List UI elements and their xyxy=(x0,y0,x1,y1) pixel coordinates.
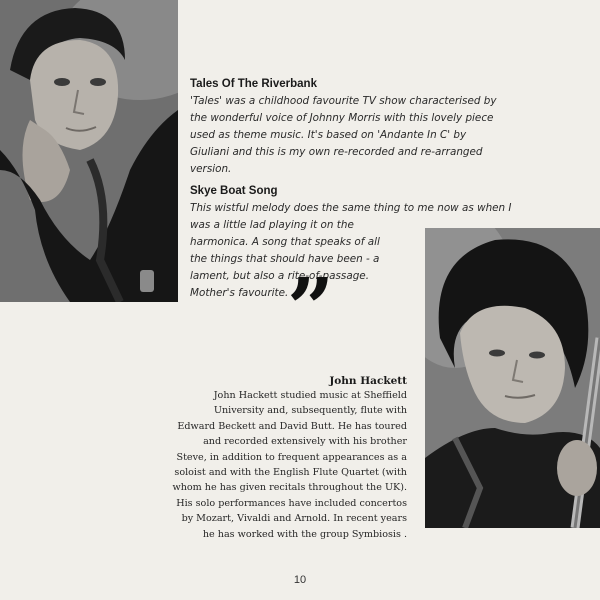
page-number: 10 xyxy=(293,574,307,586)
song-title: Tales Of The Riverbank xyxy=(190,78,317,90)
bio-line: he has worked with the group Symbiosis . xyxy=(202,528,407,540)
song-title: Skye Boat Song xyxy=(190,185,278,197)
bio-line: His solo performances have included concertos xyxy=(176,497,407,509)
song-description-line: version. xyxy=(190,163,232,175)
portrait-photo-man-hand-on-chin xyxy=(0,0,178,302)
song-description-line: the wonderful voice of Johnny Morris with this lovely piece xyxy=(190,112,494,124)
song-description-line: used as theme music. It's based on 'Andante In C' by xyxy=(190,129,467,141)
bio-text xyxy=(172,388,407,542)
bio-line: soloist and with the English Flute Quartet (with xyxy=(174,467,407,479)
song-description-line: Mother's favourite. xyxy=(190,287,289,299)
closing-quote-mark: ” xyxy=(287,261,329,357)
song-description-line: the things that should have been - a xyxy=(190,253,380,265)
song-description-line: This wistful melody does the same thing to me now as when I xyxy=(190,202,512,214)
song-description xyxy=(190,93,497,178)
bio-line: Edward Beckett and David Butt. He has toured xyxy=(177,420,407,432)
song-description-line: was a little lad playing it on the xyxy=(190,219,354,231)
bio-line: and recorded extensively with his brother xyxy=(203,436,407,448)
bio-name: John Hackett xyxy=(329,375,407,387)
song-description-line: 'Tales' was a childhood favourite TV show characterised by xyxy=(190,95,497,107)
bio-line: University and, subsequently, flute with xyxy=(213,405,407,417)
portrait-photo-1-graphic xyxy=(0,0,178,302)
bio-line: whom he has given recitals throughout the UK). xyxy=(172,482,407,494)
bio-line: Steve, in addition to frequent appearances as a xyxy=(176,451,407,463)
song-description-line: harmonica. A song that speaks of all xyxy=(190,236,380,248)
portrait-photo-2-graphic xyxy=(425,228,600,528)
song-description-line: Giuliani and this is my own re-recorded and re-arranged xyxy=(190,146,483,158)
song-description-line: lament, but also a rite-of-passage. xyxy=(190,270,369,282)
portrait-photo-man-with-flute xyxy=(425,228,600,528)
bio-line: by Mozart, Vivaldi and Arnold. In recent years xyxy=(181,513,407,525)
bio-line: John Hackett studied music at Sheffield xyxy=(213,390,407,401)
